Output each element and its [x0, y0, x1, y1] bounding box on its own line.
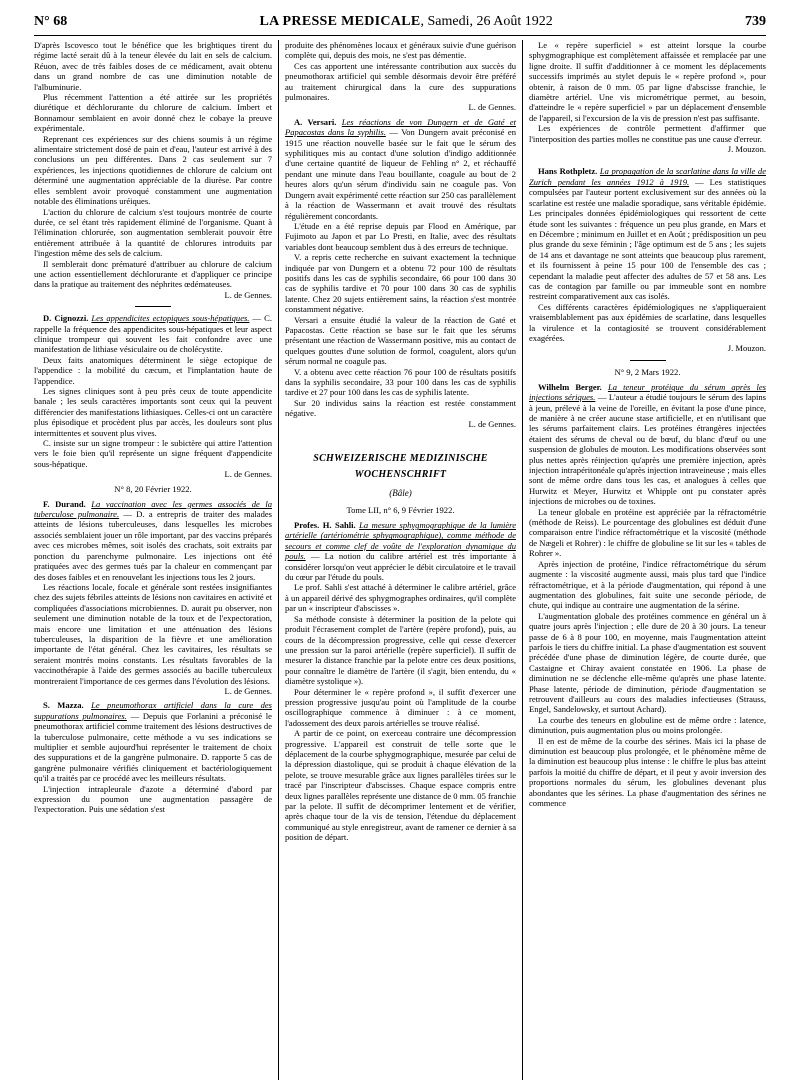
- abstract-text: La notion du calibre artériel est très importante à considérer lorsqu'on veut apprécier le débit circulatoire et le travail du cœur par l'étude du pouls.: [285, 551, 516, 583]
- author-name: Hans Rothpletz.: [538, 166, 598, 177]
- paragraph: D'après Iscovesco tout le bénéfice que les brightiques tirent du régime lacté serait dû à la teneur élevée du lait en sels de calcium. Réuon, avec de très faibles doses de ce médicament, avait obtenu dans un grand nombre de cas une diminution notable de l'albuminurie.: [34, 40, 272, 92]
- author-signature: L. de Gennes.: [224, 685, 272, 696]
- column-1: [34, 40, 278, 1080]
- author-signature: L. de Gennes.: [224, 289, 272, 300]
- article-title: La mesure sphygmographique de la lumière artérielle (artériométrie sphygmographique), comme méthode de secours et comme clef de voûte de l'exploration dynamique du pouls.: [285, 520, 516, 562]
- paragraph: Ces cas apportent une intéressante contribution aux succès du pneumothorax artificiel qui semble désormais devoir être préféré au traitement chirurgical dans la cure des suppurations pulmonaires.: [285, 60, 516, 103]
- paragraph: Reprenant ces expériences sur des chiens soumis à un régime alimentaire strictement dosé de pain et d'eau, l'auteur est arrivé à des conclusions un peu différentes. Dans 2 cas seulement sur 7 expériences, les injections quotidiennes de chlorure de calcium ont déterminé une augmentation appréciable de la diurèse. Par contre elles semblent avoir provoqué constamment une augmentation notable des éliminations uréiques.: [34, 133, 272, 207]
- page-number: 739: [744, 14, 766, 29]
- paragraph: produite des phénomènes locaux et généraux suivie d'une guérison complète qui, depuis des mois, ne s'est pas démentie.: [285, 40, 516, 61]
- paragraph: Sur 20 individus sains la réaction est restée constamment négative.: [285, 397, 516, 419]
- author-name: Profes. H. Sahli.: [294, 520, 356, 531]
- paragraph: La teneur globale en protéine est appréciée par la réfractométrie (méthode de Reiss). Le pourcentage des globulines est déduit d'une comparaison entre l'indice réfractométrique et la viscosité (méthode de Nægeli et Rohrer) : le chiffre de globuline se lit sur les « tables de Rohrer ».: [529, 506, 766, 559]
- paragraph: L'injection intrapleurale d'azote a déterminé d'abord par expression du poumon une augmentation passagère de l'expectoration. Puis une sédation s'est: [34, 783, 272, 815]
- paragraph: La courbe des teneurs en globuline est de même ordre : latence, diminution, puis augmentation plus ou moins prolongée.: [529, 714, 766, 736]
- abstract-paragraph: Profes. H. Sahli. La mesure sphygmographique de la lumière artérielle (artériométrie sphygmographique), comme méthode de secours et comme clef de voûte de l'exploration dynamique du pouls. — La notion du calibre artériel est très importante à considérer lorsqu'on veut apprécier le débit circulatoire et le travail du cœur par l'étude du pouls.: [285, 520, 516, 583]
- paragraph: Il semblerait donc prématuré d'attribuer au chlorure de calcium une action essentiellement déchlorurante et d'appliquer ce principe dans la pratique au traitement des néphrites œdémateuses.: [34, 258, 272, 290]
- article-title: Les réactions de von Dungern et de Gaté et Papacostas dans la syphilis.: [285, 116, 517, 138]
- author-signature: L. de Gennes.: [468, 102, 516, 113]
- abstract-paragraph: S. Mazza. Le pneumothorax artificiel dans la cure des suppurations pulmonaires. — Depuis que Forlanini a préconisé le pneumothorax artificiel comme traitement des lésions destructives de la tuberculose pulmonaire, cette méthode a vu ses indications se multiplier et semble aujourd'hui représenter le traitement de choix des suppurations et de la gangrène pulmonaire. D. rapporte 5 cas de gangrène pulmonaire vérifiés cliniquement et bactériologiquement qu'il a traités par ce procédé avec les meilleurs résultats.: [34, 700, 272, 784]
- abstract-text: L'auteur a étudié toujours le sérum des lapins à jeun, prélevé à la veine de l'oreille, en évitant la pose d'une pince, de manière à ne créer aucune stase artificielle, et en n'utilisant que les sérums parfaitement clairs. Les protéines étrangères injectées étaient des sérums de cheval ou de bœuf, du blanc d'œuf ou une suspension de globules de mouton. Les modifications observées sont plus nettes après réinjection qu'après une première injection, après injection intrapéritonéale qu'après injection intraveineuse ; mais elles sont de même ordre dans tous les cas, et analogues à celles que Hurwitz et Meyer, Hurwitz et Whipple ont pu constater après injections de microbes ou de toxines.: [529, 392, 766, 507]
- paragraph: Le prof. Sahli s'est attaché à déterminer le calibre artériel, grâce à un appareil dérivé des sphygmographes ordinaires, qu'il complète par un « inscripteur d'abscisses ».: [285, 582, 516, 614]
- paragraph: Les signes cliniques sont à peu près ceux de toute appendicite banale ; les seuls caractères importants sont ceux qui la peuvent différencier des manifestations lithiasiques. Celles-ci ont un caractère plus épisodique et procèdent plus par accès, les douleurs sont plus intermittentes et souvent plus vives.: [34, 386, 272, 438]
- abstract-text: Les statistiques compulsées par l'auteur portent exclusivement sur des années où la scarlatine est restée une maladie sporadique, sans véritable épidémie. Les principales données épidémiologiques qui ressortent de cette étude sont les suivantes : fréquence un peu plus grande, en Mars et en Décembre ; minimum en Juillet et en Août ; prédisposition un peu plus grande du sexe féminin ; l'âge optimum est de 5 ans ; les sujets de 14 ans et davantage ne sont atteints que beaucoup plus rarement, et ils fournissent à peine 15 pour 100 de l'ensemble des cas ; cependant la maladie peut affecter des adultes de 57 et 58 ans. Les cas de contagion par famille ou par immeuble sont en nombre restreint comparativement aux cas isolés.: [529, 176, 766, 302]
- paragraph: Il en est de même de la courbe des sérines. Mais ici la phase de diminution est beaucoup plus prolongée, et le phénomène même de la diminution est beaucoup plus intense : le chiffre le plus bas atteint parfois la moitié du chiffre de départ, et il peut y avoir inversion des proportions normales du sérum, les globulines devenant plus abondantes que les sérines. La phase d'augmentation des sérines ne commence: [529, 735, 766, 809]
- issue-dateline: N° 9, 2 Mars 1922.: [614, 366, 681, 377]
- paragraph: Après injection de protéine, l'indice réfractométrique du sérum augmente : la viscosité augmente aussi, mais plus tard que l'indice réfractométrique, et à la période d'augmentation, qui répond à une augmentation des globulines, fait suite une seconde période, de chute, qui indique au contraire une augmentation de la sérine.: [529, 558, 766, 611]
- journal-title-line: WOCHENSCHRIFT: [354, 469, 447, 481]
- article-title: La propagation de la scarlatine dans la ville de Zurich pendant les années 1912 à 1919.: [529, 166, 766, 187]
- abstract-text: C. rappelle la fréquence des appendicites sous-hépatiques et leur aspect clinique trompeur qui souvent les fait confondre avec une manifestation de lithiase vésiculaire ou de cholécystite.: [34, 313, 272, 355]
- paragraph: L'augmentation globale des protéines commence en général un à quatre jours après l'injection ; elle dure de 20 à 30 jours. La teneur passe de 6 à 8 pour 100, en moyenne, mais l'augmentation atteint parfois le tiers du chiffre initial. La phase d'augmentation est souvent précédée d'une phase de diminution légère, de courte durée, que Castaigne et Chiray avaient constatée en 1906. La phase de diminution ne se déclenche elle-même qu'après une phase latente. Phase latente, période de diminution, période d'augmentation se retrouvent d'ailleurs au cours des maladies infectieuses (Strauss, Engel, Sandelowsky, et surtout Achard).: [529, 610, 766, 715]
- article-title: Le pneumothorax artificiel dans la cure des suppurations pulmonaires.: [34, 700, 272, 721]
- separator-rule: [630, 360, 666, 361]
- author-name: Wilhelm Berger.: [538, 381, 602, 392]
- paragraph: Les expériences de contrôle permettent d'affirmer que l'interposition des parties molles ne constitue pas une cause d'erreur.: [529, 123, 766, 144]
- separator-rule: [135, 306, 171, 307]
- text-columns: [34, 40, 766, 1080]
- paragraph: Plus récemment l'attention a été attirée sur les propriétés diurétique et déchlorurante du chlorure de calcium. Imbert et Bonnamour semblaient en avoir donné chez le cobaye la preuve expérimentale.: [34, 92, 272, 134]
- author-signature: J. Mouzon.: [727, 144, 766, 155]
- journal-name: LA PRESSE MEDICALE: [259, 14, 421, 29]
- author-name: D. Cignozzi.: [43, 313, 89, 324]
- paragraph: Versari a ensuite étudié la valeur de la réaction de Gaté et Papacostas. Cette réaction se base sur le fait que les sérums présentant une réaction de Wassermann positive, mis au contact de quelques gouttes d'une solution de formol, coagulent, alors qu'un sérum normal ne coagule pas.: [285, 314, 516, 367]
- abstract-text: D. a entrepris de traiter des malades atteints de lésions tuberculeuses, dans lesquelles les microbes associés semblaient jouer un rôle important, par des vaccins préparés avec ces microbes mêmes, soit isolés des crachats, soit extraits par ponction du parenchyme pulmonaire. Les injections ont été pratiquées avec des germes tués par la chaleur en commençant par des doses faibles et en renouvelant les injections tous les 2 jours.: [34, 509, 272, 582]
- paragraph: V. a obtenu avec cette réaction 76 pour 100 de résultats positifs dans la syphilis secondaire, 33 pour 100 dans les cas de syphilis tardive et 27 pour 100 dans les cas de syphilis latente.: [285, 366, 516, 398]
- article-title: La teneur protéique du sérum après les injections sériques.: [529, 381, 766, 403]
- article-title: La vaccination avec les germes associés de la tuberculose pulmonaire.: [34, 498, 272, 520]
- author-signature: L. de Gennes.: [468, 418, 516, 429]
- paragraph: Ces différents caractères épidémiologiques ne s'appliqueraient vraisemblablement pas aux épidémies de scarlatine, dans lesquelles la virulence et la contagiosité se trouvent considérablement exagérées.: [529, 301, 766, 343]
- column-3: [522, 40, 766, 1080]
- abstract-paragraph: A. Versari. Les réactions de von Dungern et de Gaté et Papacostas dans la syphilis. — Von Dungern avait préconisé en 1915 une réaction nouvelle basée sur le fait que le sérum des syphilitiques mis au contact d'une solution d'indigo additionnée d'une certaine quantité de liqueur de Fehling n° 2, et réchauffé pendant une minute dans l'eau bouillante, coagule au bout de 2 heures alors qu'un sérum d'individu sain ne coagule pas. Von Dungern avait expérimenté cette réaction sur 250 cas parallèlement à la réaction de Wassermann et avait trouvé des résultats régulièrement concordants.: [285, 116, 517, 221]
- issue-number: N° 68: [34, 14, 68, 29]
- author-name: S. Mazza.: [43, 700, 84, 711]
- journal-section-title: [285, 451, 516, 483]
- abstract-paragraph: F. Durand. La vaccination avec les germes associés de la tuberculose pulmonaire. — D. a entrepris de traiter des malades atteints de lésions tuberculeuses, dans lesquelles les microbes associés semblaient jouer un rôle important, par des vaccins préparés avec ces microbes mêmes, soit isolés des crachats, soit extraits par ponction du parenchyme pulmonaire. Les injections ont été pratiquées avec des germes tués par la chaleur en commençant par des doses faibles et en renouvelant les injections tous les 2 jours.: [34, 498, 272, 582]
- abstract-paragraph: Hans Rothpletz. La propagation de la scarlatine dans la ville de Zurich pendant les années 1912 à 1919. — Les statistiques compulsées par l'auteur portent exclusivement sur des années où la scarlatine est restée une maladie sporadique, sans véritable épidémie. Les principales données épidémiologiques qui ressortent de cette étude sont les suivantes : fréquence un peu plus grande, en Mars et en Décembre ; minimum en Juillet et en Août ; prédisposition un peu plus grande du sexe féminin ; l'âge optimum est de 5 ans ; les sujets de 14 ans et davantage ne sont atteints que beaucoup plus rarement, et ils fournissent à peine 15 pour 100 de l'ensemble des cas ; cependant la maladie peut affecter des adultes de 57 et 58 ans. Les cas de contagion par famille ou par immeuble sont en nombre restreint comparativement aux cas isolés.: [529, 166, 766, 302]
- paragraph: A partir de ce point, on exerceau contraire une décompression progressive. L'appareil est construit de telle sorte que le déplacement de la courbe sphygmographique, mesurée par celui de la dépression diastolique, qui se produit à chaque élévation de la pelote, se trouve mesurable grâce aux lignes parallèles tirées sur le tracé par l'inscripteur d'abscisses. Chaque espace compris entre deux lignes parallèles représente une distance de 0 mm. 05 franchie par la pelote. Il suffit de décomprimer lentement et de vérifier, après chaque tour de la vis de tension, l'étendue du déplacement communiqué au style enregistreur, avant de ramener ce dernier à sa position de départ.: [285, 728, 516, 843]
- paragraph: Pour déterminer le « repère profond », il suffit d'exercer une pression progressive jusqu'au point où l'amplitude de la courbe oscillographique commence à diminuer : à ce moment, l'adossement des deux parois artérielles se trouve réalisé.: [285, 686, 516, 728]
- abstract-paragraph: Wilhelm Berger. La teneur protéique du sérum après les injections sériques. — L'auteur a étudié toujours le sérum des lapins à jeun, prélevé à la veine de l'oreille, en évitant la pose d'une pince, de manière à ne créer aucune stase artificielle, et en n'utilisant que les sérums parfaitement clairs. Les protéines étrangères injectées étaient des sérums de cheval ou de bœuf, du blanc d'œuf ou une suspension de globules de mouton. Les modifications observées sont plus nettes après réinjection qu'après une première injection, après injection intrapéritonéale qu'après injection intraveineuse ; mais elles sont de même ordre dans tous les cas, et analogues à celles que Hurwitz et Meyer, Hurwitz et Whipple ont pu constater après injections de microbes ou de toxines.: [529, 381, 766, 507]
- column-2: [278, 40, 522, 1080]
- paragraph: L'action du chlorure de calcium s'est toujours montrée de courte durée, ce sel étant très rapidement éliminé de l'organisme. Quant à l'élimination chlorurée, son augmentation semblerait pouvoir être entièrement attribuée à la quantité de chlorures introduits par l'ingestion même des sels de calcium.: [34, 206, 272, 259]
- paragraph: L'étude en a été reprise depuis par Flood en Amérique, par Fujimoto au Japon et par Lo Presti, en Italie, avec des résultats variables dont beaucoup semblent dus à des erreurs de technique.: [285, 220, 516, 252]
- page-header: [34, 14, 766, 36]
- issue-dateline: N° 8, 20 Février 1922.: [114, 483, 192, 494]
- journal-title-line: SCHWEIZERISCHE MEDIZINISCHE: [313, 453, 488, 465]
- spacer: [529, 158, 766, 166]
- author-name: A. Versari.: [294, 116, 337, 127]
- issue-date: , Samedi, 26 Août 1922: [420, 14, 553, 29]
- abstract-text: Von Dungern avait préconisé en 1915 une réaction nouvelle basée sur le fait que le sérum des syphilitiques mis au contact d'une solution d'indigo additionnée d'une certaine quantité de liqueur de Fehling n° 2, et réchauffé pendant une minute dans l'eau bouillante, coagule au bout de 2 heures alors qu'un sérum d'individu sain ne coagule pas. Von Dungern avait expérimenté cette réaction sur 250 cas parallèlement à la réaction de Wassermann et avait trouvé des résultats régulièrement concordants.: [285, 127, 516, 221]
- journal-title: [259, 14, 552, 30]
- paragraph: Le « repère superficiel » est atteint lorsque la courbe sphygmographique est complètement affaissée et remplacée par une ligne droite. Il suffit d'additionner à ce moment les déplacements successifs imprimés au stylet depuis le « repère profond », pour obtenir, à raison de 0 mm. 05 par ligne d'abscisse franchie, le diamètre artériel. Une vis micrométrique permet, au besoin, d'atteindre le « repère superficiel » par un déplacement d'ensemble de l'appareil, si l'excursion de la vis de pression n'est pas suffisante.: [529, 40, 766, 123]
- author-name: F. Durand.: [43, 498, 86, 509]
- article-title: Les appendicites ectopiques sous-hépatiques.: [91, 313, 250, 324]
- abstract-paragraph: D. Cignozzi. Les appendicites ectopiques sous-hépatiques. — C. rappelle la fréquence des appendicites sous-hépatiques et leur aspect clinique trompeur qui souvent les fait confondre avec une manifestation de lithiase vésiculaire ou de cholécystite.: [34, 313, 272, 355]
- author-signature: J. Mouzon.: [727, 343, 766, 354]
- journal-place: (Bâle): [389, 488, 412, 499]
- paragraph: Sa méthode consiste à déterminer la position de la pelote qui produit l'écrasement complet de l'artère (repère profond), puis, au cours de la décompression progressive, celle qui cesse d'exercer une pression sur la paroi artérielle (repère superficiel). Il suffit de mesurer la distance franchie par la pelote entre ces deux positions, pour connaître le diamètre de l'artère (il s'agit, bien entendu, du « diamètre systolique »).: [285, 613, 516, 687]
- author-signature: L. de Gennes.: [224, 469, 272, 480]
- paragraph: C. insiste sur un signe trompeur : le subictère qui attire l'attention vers le foie bien qu'il représente un signe fréquent d'appendicite sous-hépatique.: [34, 438, 272, 469]
- paragraph: Les réactions locale, focale et générale sont restées insignifiantes chez des sujets fébriles atteints de lésions non cavitaires en activité et compliquées d'associations microbiennes. D. aurait pu observer, non seulement une diminution notable de la toux et de l'expectoration, mais encore une limitation et une atténuation des lésions tuberculeuses, la disparition de la fièvre et une amélioration importante de l'état général. Chez les cavitaires, les résultats se seraient montrés moins constants. Les résultats favorables de la vaccinothérapie à l'aide des germes associés au bacille tuberculeux montreraient l'importance de ces germes dans l'évolution des lésions.: [34, 581, 272, 686]
- abstract-text: Depuis que Forlanini a préconisé le pneumothorax artificiel comme traitement des lésions destructives de la tuberculose pulmonaire, cette méthode a vu ses indications se multiplier et semble aujourd'hui représenter le traitement de choix des suppurations et de la gangrène pulmonaire. D. rapporte 5 cas de gangrène pulmonaire vérifiés cliniquement et bactériologiquement qu'il a traités par ce procédé avec les meilleurs résultats.: [34, 710, 272, 784]
- paragraph: Deux faits anatomiques déterminent le siège ectopique de l'appendice : la mobilité du cæcum, et l'implantation haute de l'appendice.: [34, 354, 272, 386]
- paragraph: V. a repris cette recherche en suivant exactement la technique indiquée par von Dungern et a obtenu 72 pour 100 de résultats positifs dans les cas de syphilis secondaire, 66 pour 100 dans 30 cas de syphilis tardive et 70 pour 100 dans 30 cas de syphilis latente. Chez 20 sujets entièrement sains, la réaction s'est montrée constamment négative.: [285, 252, 516, 315]
- issue-dateline: Tome LII, n° 6, 9 Février 1922.: [346, 505, 455, 516]
